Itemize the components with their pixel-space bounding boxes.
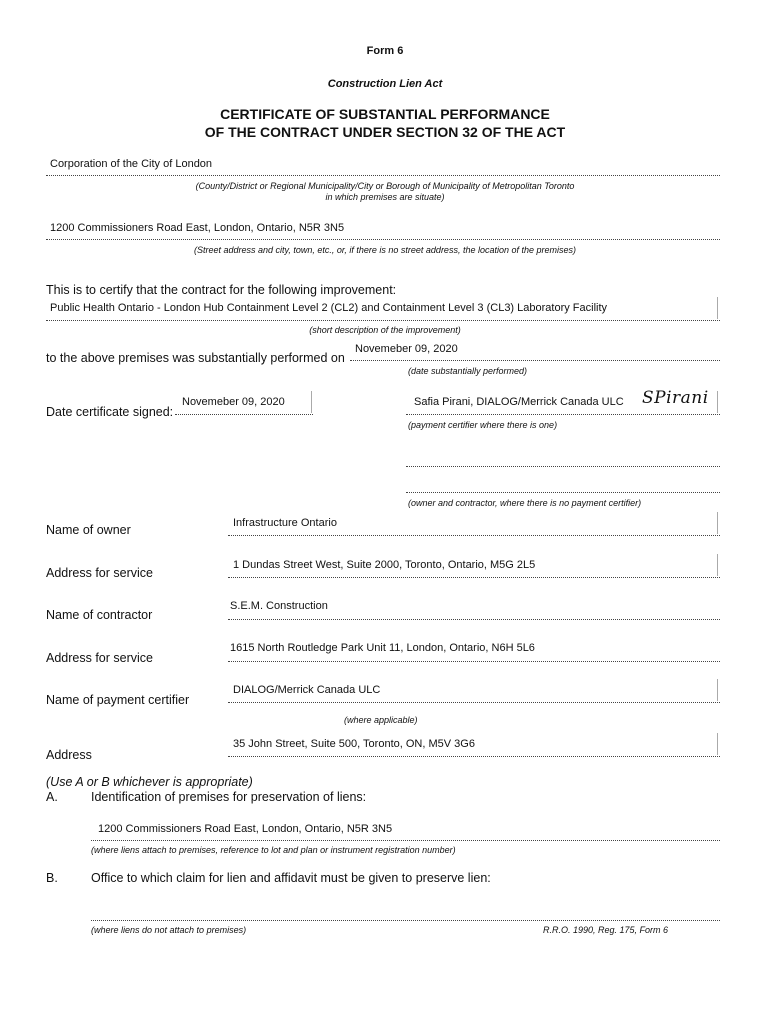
signed-line: [175, 414, 313, 415]
act-name: Construction Lien Act: [327, 78, 443, 90]
certifier-field-edge: [717, 391, 718, 413]
street-line: [46, 239, 720, 240]
section-a-caption: (where liens attach to premises, reference to lot and plan or instrument registration number): [91, 845, 456, 855]
contractor-label: Name of contractor: [46, 608, 153, 622]
regulation-reference: R.R.O. 1990, Reg. 175, Form 6: [543, 925, 669, 935]
improvement-field-edge: [717, 297, 718, 319]
owner-line: [228, 535, 720, 536]
improvement-line: [46, 320, 720, 321]
section-a-letter: A.: [46, 790, 58, 804]
address-line: [228, 756, 720, 757]
owner-address-field-edge: [717, 554, 718, 576]
performed-caption: (date substantially performed): [408, 366, 528, 376]
owner-contractor-caption: (owner and contractor, where there is no payment certifier): [408, 498, 642, 508]
contractor-address-field[interactable]: 1615 North Routledge Park Unit 11, London, Ontario, N6H 5L6: [230, 642, 535, 654]
municipality-caption-2: in which premises are situate): [325, 192, 445, 202]
municipality-caption-1: (County/District or Regional Municipality/City or Borough of Municipality of Metropolitan Toronto: [195, 181, 575, 191]
certifier-signature: SPirani: [642, 388, 709, 408]
municipality-field[interactable]: Corporation of the City of London: [50, 158, 213, 170]
use-a-or-b-note: (Use A or B whichever is appropriate): [46, 775, 253, 789]
section-b-label: Office to which claim for lien and affidavit must be given to preserve lien:: [91, 871, 491, 885]
street-address-field[interactable]: 1200 Commissioners Road East, London, Ontario, N5R 3N5: [50, 222, 345, 234]
improvement-intro: This is to certify that the contract for the following improvement:: [46, 283, 397, 297]
performed-date-field[interactable]: Novemeber 09, 2020: [355, 343, 458, 355]
signed-label: Date certificate signed:: [46, 405, 174, 419]
section-a-field[interactable]: 1200 Commissioners Road East, London, Ontario, N5R 3N5: [98, 823, 393, 835]
contractor-address-line: [228, 661, 720, 662]
payment-certifier-field[interactable]: DIALOG/Merrick Canada ULC: [233, 684, 381, 696]
address-field-edge: [717, 733, 718, 755]
owner-label: Name of owner: [46, 523, 131, 537]
owner-address-field[interactable]: 1 Dundas Street West, Suite 2000, Toronto, Ontario, M5G 2L5: [233, 559, 536, 571]
certifier-caption: (payment certifier where there is one): [408, 420, 558, 430]
title-line-1: CERTIFICATE OF SUBSTANTIAL PERFORMANCE: [220, 106, 550, 122]
street-caption: (Street address and city, town, etc., or, if there is no street address, the location of the premises): [193, 245, 577, 255]
signed-date-field[interactable]: Novemeber 09, 2020: [182, 396, 285, 408]
owner-address-line: [228, 577, 720, 578]
where-applicable-caption: (where applicable): [344, 715, 418, 725]
form-number: Form 6: [366, 45, 404, 57]
section-b-line[interactable]: [91, 920, 720, 921]
section-b-letter: B.: [46, 871, 58, 885]
certifier-line: [406, 414, 720, 415]
performed-label: to the above premises was substantially performed on: [46, 351, 345, 365]
owner-address-label: Address for service: [46, 566, 153, 580]
owner-field[interactable]: Infrastructure Ontario: [233, 517, 337, 529]
payment-certifier-label: Name of payment certifier: [46, 693, 190, 707]
contractor-line: [228, 619, 720, 620]
signed-field-edge: [311, 391, 312, 413]
title-line-2: OF THE CONTRACT UNDER SECTION 32 OF THE ACT: [204, 124, 566, 140]
improvement-field[interactable]: Public Health Ontario - London Hub Containment Level 2 (CL2) and Containment Level 3 (CL3) Laboratory Facility: [50, 302, 608, 314]
contractor-signature-line[interactable]: [406, 492, 720, 493]
certifier-field[interactable]: Safia Pirani, DIALOG/Merrick Canada ULC: [414, 396, 624, 408]
payment-certifier-field-edge: [717, 679, 718, 701]
owner-field-edge: [717, 512, 718, 534]
contractor-field[interactable]: S.E.M. Construction: [230, 600, 328, 612]
improvement-caption: (short description of the improvement): [309, 325, 461, 335]
municipality-line: [46, 175, 720, 176]
section-a-line: [91, 840, 720, 841]
address-label: Address: [46, 748, 92, 762]
section-b-caption: (where liens do not attach to premises): [91, 925, 247, 935]
performed-line: [350, 360, 720, 361]
section-a-label: Identification of premises for preservation of liens:: [91, 790, 367, 804]
contractor-address-label: Address for service: [46, 651, 153, 665]
payment-certifier-line: [228, 702, 720, 703]
owner-signature-line[interactable]: [406, 466, 720, 467]
address-field[interactable]: 35 John Street, Suite 500, Toronto, ON, M5V 3G6: [233, 738, 475, 750]
